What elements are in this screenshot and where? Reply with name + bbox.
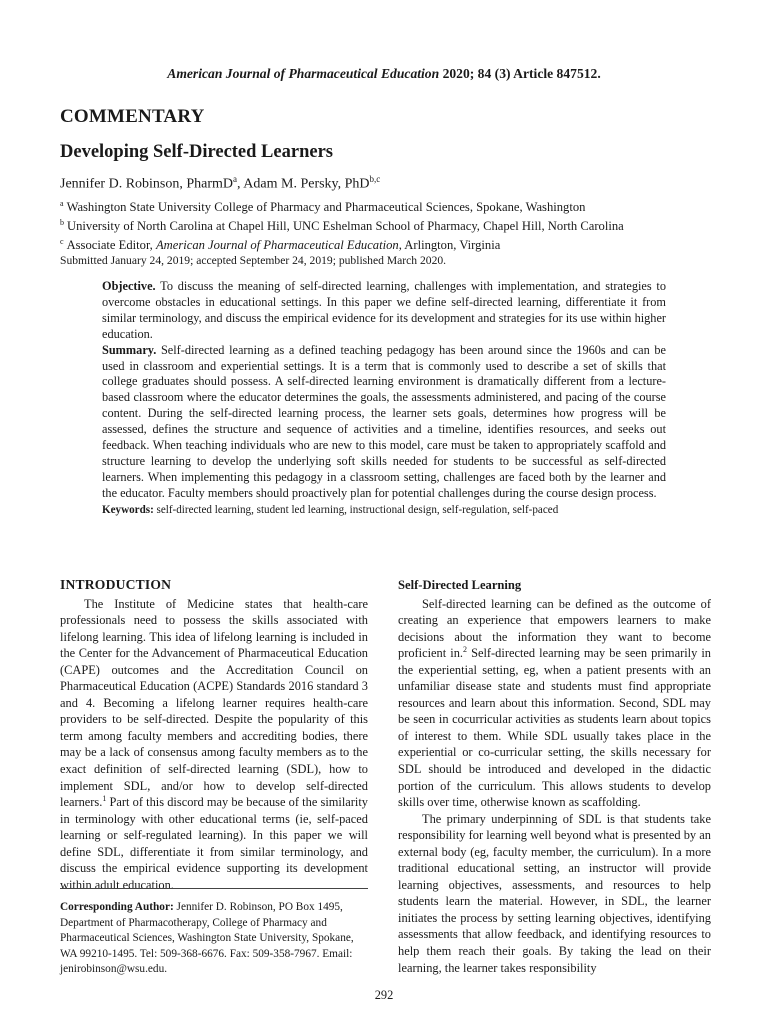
corresponding-label: Corresponding Author: — [60, 901, 174, 913]
author-name: Jennifer D. Robinson, PharmD — [60, 176, 234, 192]
intro-text: Part of this discord may be because of the similarity in terminology with other educational terms (ie, self-paced learning or self-regulated learning). In this paper we will define SDL, differentiate it from similar terminology, and discuss the empirical evidence supporting its development within adult education. — [60, 795, 368, 892]
author-affil-mark: a — [233, 174, 238, 184]
objective-label: Objective. — [102, 279, 156, 293]
objective-text: To discuss the meaning of self-directed learning, challenges with implementation, and strategies to overcome obstacles in educational settings. In this paper we define self-directed learning, differentiate it from similar terminology, and discuss the empirical evidence for its development and strategies for its use within higher education. — [102, 279, 666, 341]
keywords-label: Keywords: — [102, 503, 154, 516]
introduction-heading: INTRODUCTION — [60, 577, 172, 592]
section-label: COMMENTARY — [60, 106, 205, 127]
summary-label: Summary. — [102, 342, 157, 357]
reference-mark: 2 — [463, 645, 467, 655]
affiliation-mark: a — [60, 199, 64, 208]
sdl-paragraph — [398, 596, 711, 811]
intro-text: The Institute of Medicine states that health-care professionals need to possess the skills associated with lifelong learning. This idea of lifelong learning is included in the Center for the Advancement of Pharmaceutical Education (CAPE) outcomes and the Accreditation Council on Pharmaceutical Education (ACPE) Standards 2016 standard 3 and 4. Becoming a lifelong learner requires health-care providers to be self-directed. Despite the popularity of this term among faculty members and accrediting bodies, there may be a lack of consensus among faculty members as to the exact definition of self-directed learning (SDL), how to implement SDL, and/or how to develop self-directed learners. — [60, 596, 368, 810]
author-affil-mark: b,c — [369, 174, 381, 184]
page-number: 292 — [374, 988, 394, 1002]
introduction-paragraph — [60, 596, 368, 894]
abstract-objective — [102, 279, 666, 343]
reference-mark: 1 — [102, 793, 107, 803]
affiliation-journal: American Journal of Pharmaceutical Education — [155, 238, 399, 253]
corresponding-author — [60, 900, 368, 978]
affiliation-item — [60, 234, 720, 253]
affiliation-text: Washington State University College of Pharmacy and Pharmaceutical Sciences, Spokane, Washington — [66, 200, 586, 215]
affiliation-text: Associate Editor, — [66, 238, 156, 253]
author-separator: , — [237, 176, 244, 192]
affiliation-mark: c — [60, 237, 64, 247]
affiliation-text: University of North Carolina at Chapel Hill, UNC Eshelman School of Pharmacy, Chapel Hill, North Carolina — [67, 219, 624, 234]
journal-name: American Journal of Pharmaceutical Education — [167, 66, 440, 81]
journal-header — [0, 66, 768, 82]
journal-citation: 2020; 84 (3) Article 847512. — [442, 66, 601, 81]
affiliation-mark: b — [60, 218, 64, 228]
submission-dates: Submitted January 24, 2019; accepted September 24, 2019; published March 2020. — [60, 254, 447, 267]
affiliations — [60, 196, 720, 254]
abstract — [102, 279, 666, 519]
affiliation-item — [60, 196, 720, 215]
article-title: Developing Self-Directed Learners — [60, 142, 333, 162]
sdl-text: Self-directed learning may be seen primarily in the experiential setting, eg, when a patient presents with an unfamiliar disease state and students must find appropriate resources and learn about this information. Second, SDL may be seen in cocurricular activities as students learn about topics of interest to them. While SDL usually takes place in the experiential or co-curricular setting, the skills necessary for SDL should be introduced and developed in the didactic portion of the curriculum. This allows students to develop skills over time, otherwise known as scaffolding. — [398, 646, 712, 810]
footnote-divider — [60, 888, 368, 889]
keywords-text: self-directed learning, student led learning, instructional design, self-regulation, self-paced — [153, 503, 559, 516]
affiliation-item — [60, 215, 720, 234]
summary-text: Self-directed learning as a defined teaching pedagogy has been around since the 1960s and can be used in classroom and experiential settings. It is a term that is commonly used to describe a set of skills that college graduates should possess. A self-directed learning environment is dramatically different from a lecture-based classroom where the educator determines the goals, the assessments administered, and pacing of the course content. During the self-directed learning process, the learner sets goals, determines how progress will be assessed, defines the structure and sequence of activities and a timeline, identifies resources, and seeks out feedback. When teaching individuals who are new to this model, care must be taken to appropriately scaffold and structure learning to develop the underlying soft skills needed for students to be successful as self-directed learners. When implementing this pedagogy in a classroom setting, challenges are faced both by the learner and the educator. Faculty members should proactively plan for potential challenges during the course design process. — [102, 342, 666, 500]
sdl-heading: Self-Directed Learning — [398, 578, 522, 592]
author-name: Adam M. Persky, PhD — [243, 176, 370, 192]
right-column — [398, 577, 711, 976]
sdl-paragraph: The primary underpinning of SDL is that students take responsibility for learning well beyond what is presented by an external body (eg, faculty member, the curriculum). In a more traditional educational setting, an instructor will provide learning objectives, assessments, and resources to help students learn the material. However, in SDL, the learner initiates the process by setting learning objectives, identifying assessments that allow feedback, and identifying resources to help them reach their goals. By taking the lead on their learning, the learner takes responsibility — [398, 811, 711, 975]
sdl-text: Self-directed learning can be defined as the outcome of creating an experience that empowers learners to make decisions about the information they want to become proficient in. — [398, 596, 711, 661]
abstract-keywords — [102, 503, 666, 519]
affiliation-text: , Arlington, Virginia — [398, 238, 501, 253]
abstract-summary — [102, 343, 666, 502]
corresponding-text: Jennifer D. Robinson, PO Box 1495, Department of Pharmacotherapy, College of Pharmacy and Pharmaceutical Sciences, Washington State University, Spokane, WA 99210-1495. Tel: 509-368-6676. Fax: 509-358-7967. Email: jenirobinson@wsu.edu. — [60, 901, 354, 976]
author-line — [60, 174, 380, 193]
left-column — [60, 577, 368, 893]
